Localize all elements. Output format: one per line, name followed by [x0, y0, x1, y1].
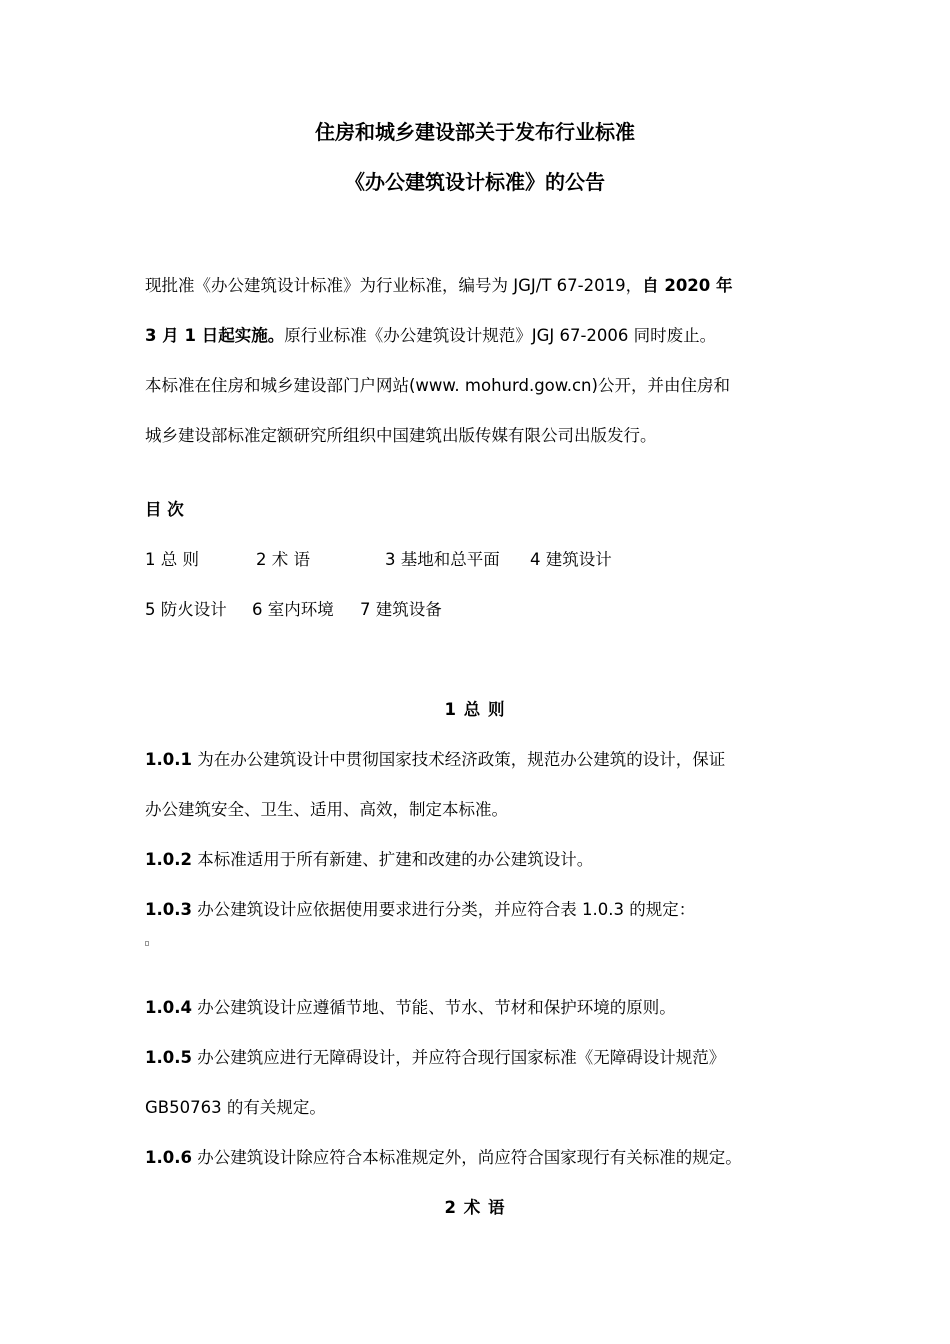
clause-1-0-2	[145, 848, 593, 872]
announcement-paragraph-line-3: 本标准在住房和城乡建设部门户网站(www. mohurd.gow.cn)公开，并由住房和	[145, 376, 730, 395]
announcement-effective-date-cont: 3 月 1 日起实施。	[145, 326, 285, 345]
toc-item-6: 6 室内环境	[252, 600, 334, 619]
clause-1-0-6	[145, 1146, 742, 1170]
clause-number: 1.0.5	[145, 1048, 192, 1067]
clause-text: 办公建筑设计除应符合本标准规定外，尚应符合国家现行有关标准的规定。	[191, 1148, 742, 1167]
chapter-1-heading: 1 总 则	[444, 700, 506, 719]
missing-table-image-icon	[145, 941, 149, 946]
announcement-text: 现批准《办公建筑设计标准》为行业标准，编号为 JGJ/T 67-2019，	[145, 276, 643, 295]
clause-1-0-5-continued: GB50763 的有关规定。	[145, 1098, 326, 1117]
announcement-paragraph-line-2	[145, 324, 716, 348]
toc-item-4: 4 建筑设计	[530, 550, 612, 569]
clause-number: 1.0.3	[145, 900, 192, 919]
clause-1-0-1-continued: 办公建筑安全、卫生、适用、高效，制定本标准。	[145, 800, 508, 819]
toc-item-2: 2 术 语	[256, 550, 310, 569]
clause-number: 1.0.2	[145, 850, 192, 869]
clause-number: 1.0.1	[145, 750, 192, 769]
clause-1-0-5	[145, 1046, 725, 1070]
clause-text: 为在办公建筑设计中贯彻国家技术经济政策，规范办公建筑的设计，保证	[191, 750, 726, 769]
announcement-effective-date: 自 2020 年	[642, 276, 733, 295]
clause-1-0-3	[145, 898, 695, 922]
clause-text: 本标准适用于所有新建、扩建和改建的办公建筑设计。	[191, 850, 594, 869]
toc-item-3: 3 基地和总平面	[385, 550, 500, 569]
document-title-line-1: 住房和城乡建设部关于发布行业标准	[315, 120, 635, 144]
clause-text: 办公建筑设计应依据使用要求进行分类，并应符合表 1.0.3 的规定：	[191, 900, 696, 919]
clause-number: 1.0.4	[145, 998, 192, 1017]
chapter-2-heading: 2 术 语	[444, 1198, 506, 1217]
clause-text: 办公建筑应进行无障碍设计，并应符合现行国家标准《无障碍设计规范》	[191, 1048, 726, 1067]
clause-text: 办公建筑设计应遵循节地、节能、节水、节材和保护环境的原则。	[191, 998, 676, 1017]
clause-number: 1.0.6	[145, 1148, 192, 1167]
toc-item-7: 7 建筑设备	[360, 600, 442, 619]
announcement-paragraph-line-4: 城乡建设部标准定额研究所组织中国建筑出版传媒有限公司出版发行。	[145, 426, 657, 445]
clause-1-0-1	[145, 748, 725, 772]
clause-1-0-4	[145, 996, 676, 1020]
toc-item-1: 1 总 则	[145, 550, 199, 569]
announcement-text: 原行业标准《办公建筑设计规范》JGJ 67-2006 同时废止。	[284, 326, 717, 345]
toc-item-5: 5 防火设计	[145, 600, 227, 619]
toc-heading: 目 次	[145, 500, 184, 519]
announcement-paragraph-line-1	[145, 274, 733, 298]
document-title-line-2: 《办公建筑设计标准》的公告	[345, 170, 605, 194]
